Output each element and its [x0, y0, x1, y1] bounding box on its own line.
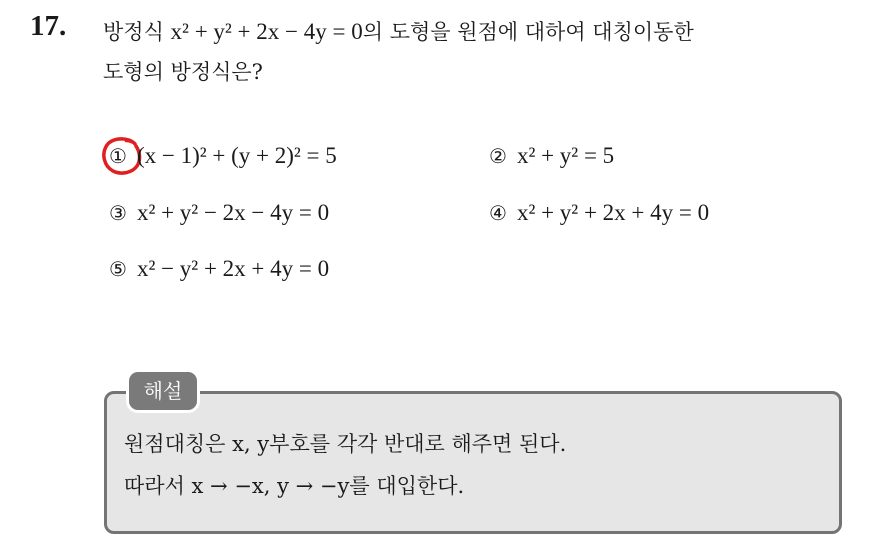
- question-line-2: 도형의 방정식은?: [103, 60, 263, 84]
- question-equation: x² + y² + 2x − 4y = 0: [170, 19, 363, 44]
- choice-1[interactable]: [109, 143, 337, 169]
- question-line-1: [103, 12, 873, 52]
- choice-number: ①: [109, 144, 127, 168]
- choice-equation: x² + y² − 2x − 4y = 0: [136, 200, 330, 225]
- choice-3[interactable]: [109, 200, 329, 226]
- explanation-line-2: 따라서 x → −x, y → −y를 대입한다.: [124, 474, 465, 498]
- question-suffix: 의 도형을 원점에 대하여 대칭이동한: [362, 20, 694, 44]
- choice-number: ④: [489, 201, 507, 225]
- choice-4[interactable]: [489, 200, 709, 226]
- choice-5[interactable]: [109, 256, 329, 282]
- explanation-box: [104, 391, 842, 534]
- choice-number: ⑤: [109, 257, 127, 281]
- question-text: [103, 12, 873, 92]
- choice-number: ②: [489, 144, 507, 168]
- question-prefix: 방정식: [103, 20, 171, 44]
- question-number: 17.: [30, 10, 67, 42]
- choice-equation: x² − y² + 2x + 4y = 0: [136, 256, 330, 281]
- choice-2[interactable]: [489, 143, 614, 169]
- choice-equation: x² + y² + 2x + 4y = 0: [516, 200, 710, 225]
- choice-equation: (x − 1)² + (y + 2)² = 5: [136, 143, 337, 168]
- explanation-line-1: 원점대칭은 x, y부호를 각각 반대로 해주면 된다.: [124, 432, 567, 456]
- choice-number: ③: [109, 201, 127, 225]
- explanation-tab-label: 해설: [129, 372, 197, 410]
- choice-equation: x² + y² = 5: [516, 143, 615, 168]
